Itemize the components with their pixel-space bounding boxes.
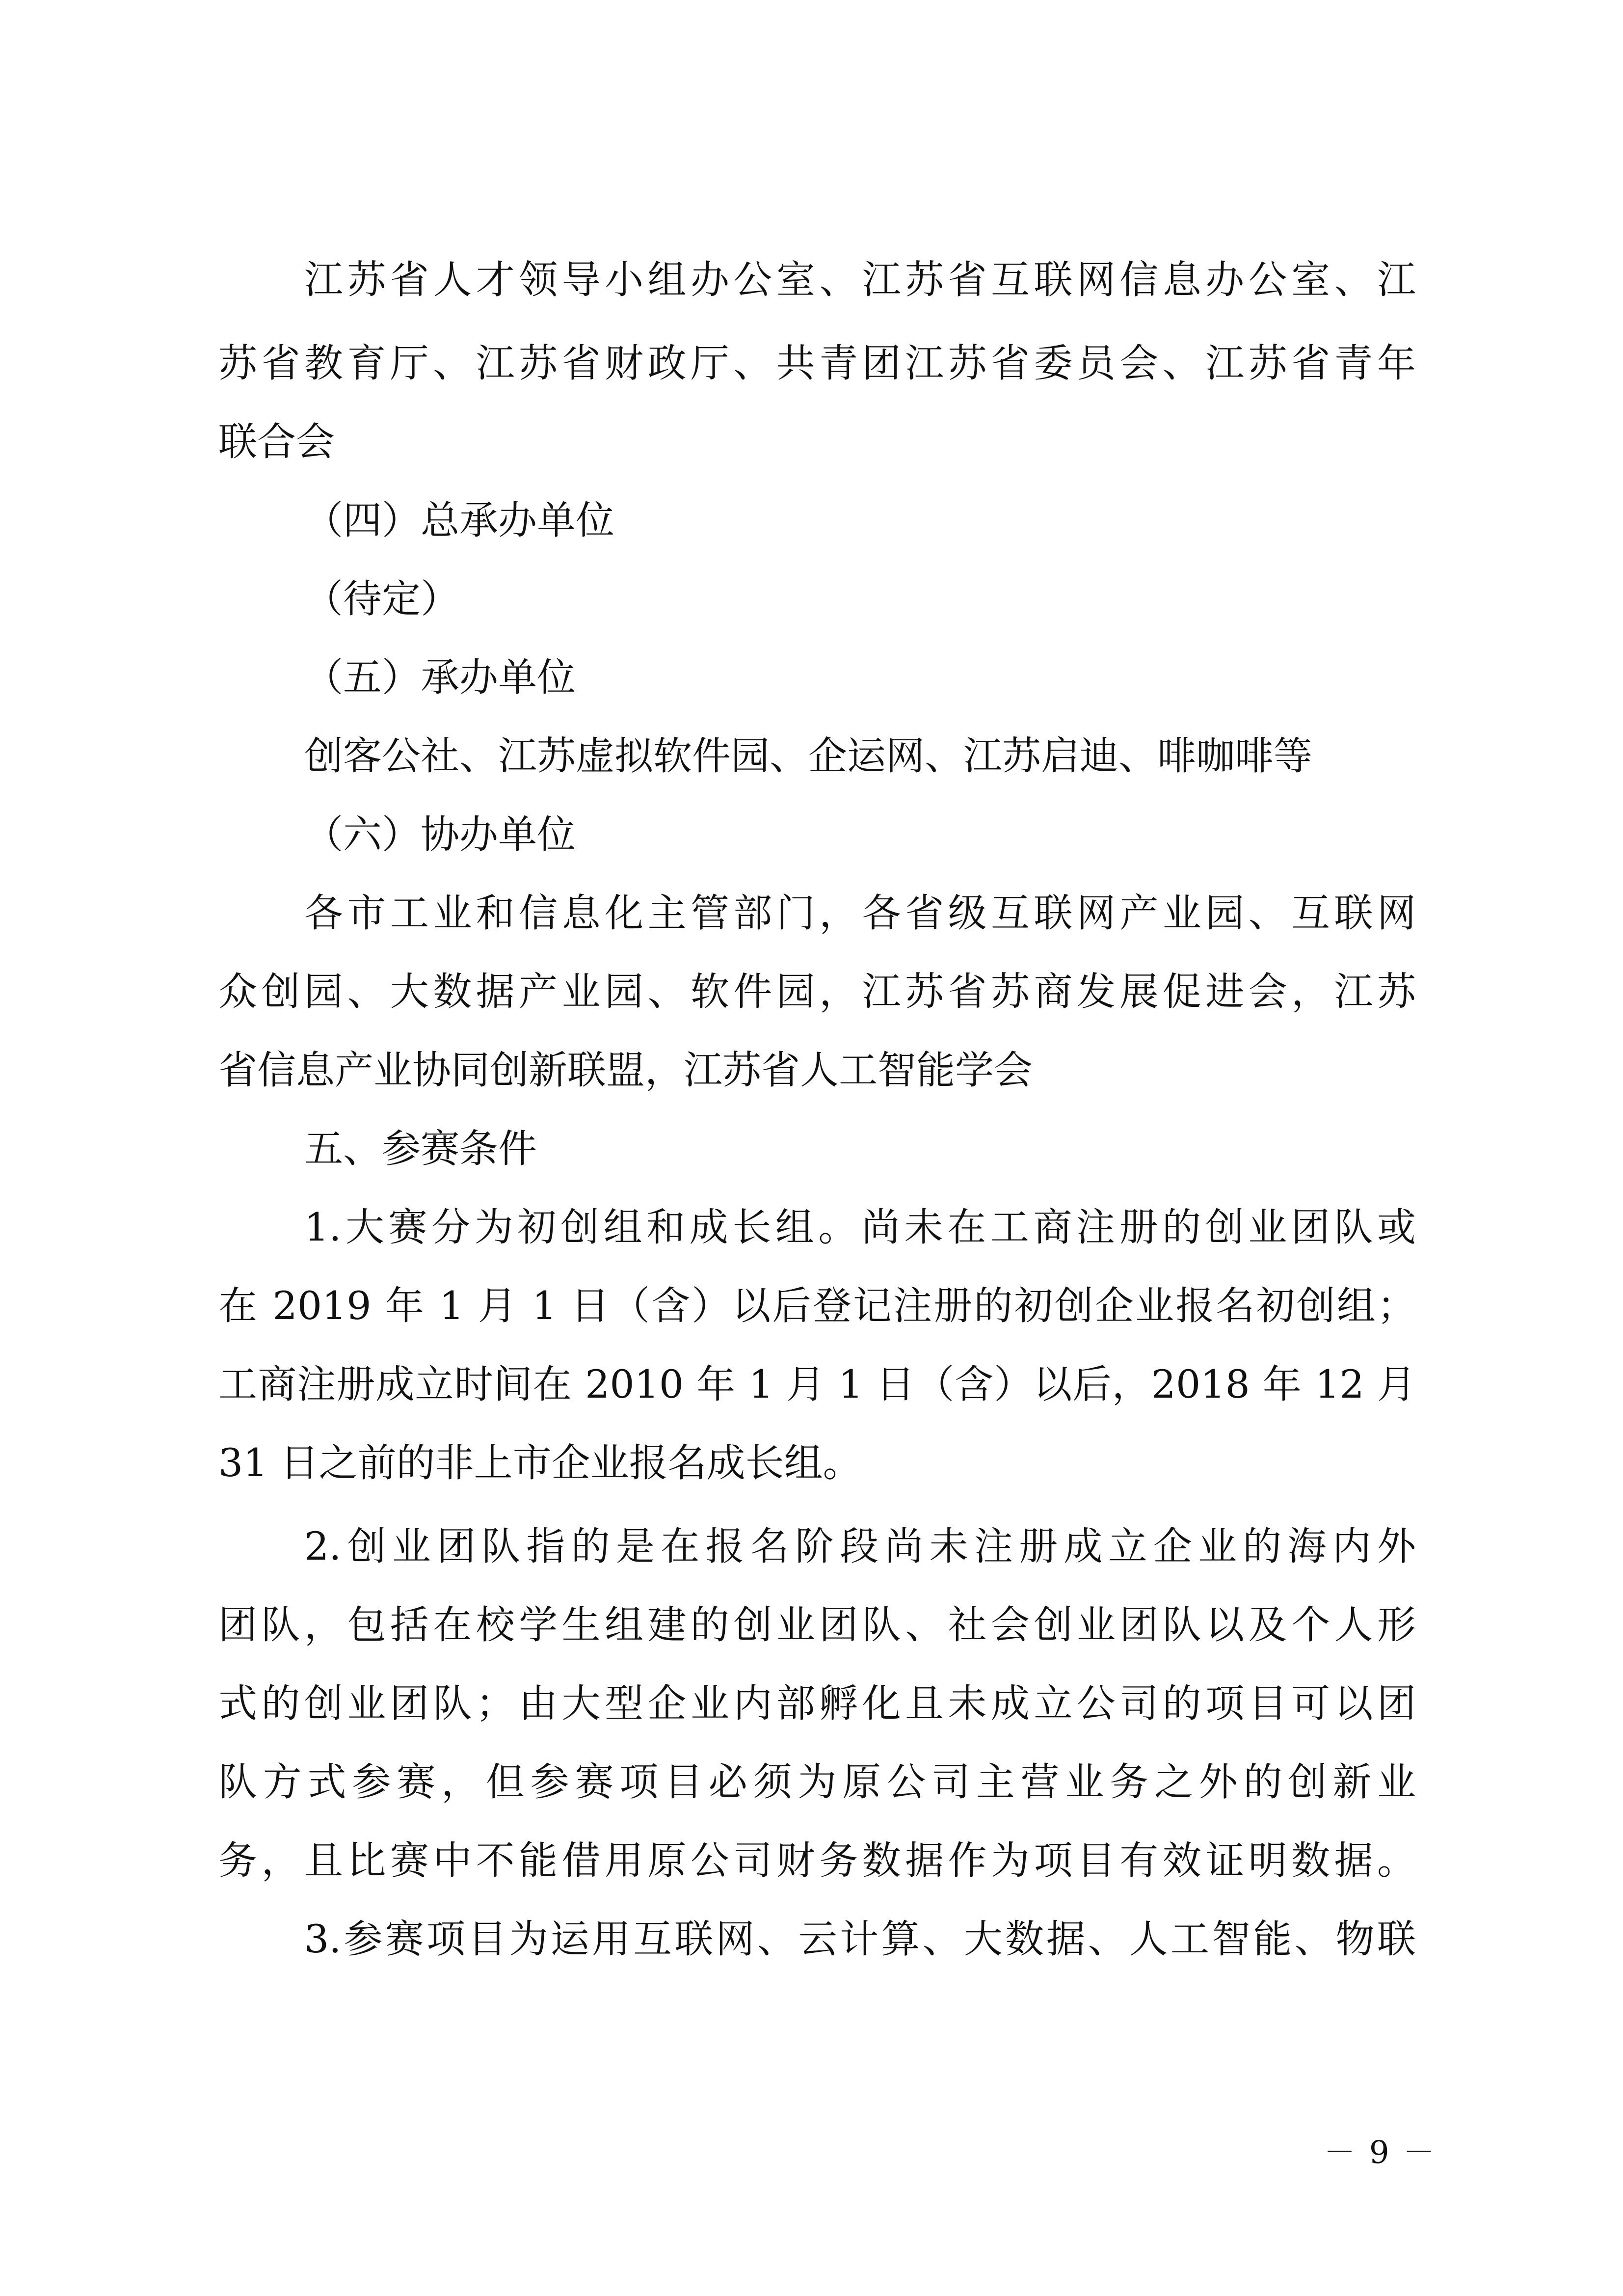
body-line: 众创园、大数据产业园、软件园，江苏省苏商发展促进会，江苏 bbox=[218, 969, 1416, 1014]
section-heading: （五）承办单位 bbox=[304, 655, 576, 700]
body-line: 式的创业团队；由大型企业内部孵化且未成立公司的项目可以团 bbox=[218, 1681, 1416, 1726]
body-line: 江苏省人才领导小组办公室、江苏省互联网信息办公室、江 bbox=[304, 257, 1416, 302]
body-line: 联合会 bbox=[218, 419, 335, 464]
body-line: 省信息产业协同创新联盟，江苏省人工智能学会 bbox=[218, 1048, 1033, 1093]
body-line: 2.创业团队指的是在报名阶段尚未注册成立企业的海内外 bbox=[304, 1524, 1416, 1569]
body-line: 3.参赛项目为运用互联网、云计算、大数据、人工智能、物联 bbox=[304, 1917, 1416, 1962]
body-line: 队方式参赛，但参赛项目必须为原公司主营业务之外的创新业 bbox=[218, 1759, 1416, 1805]
section-heading: 五、参赛条件 bbox=[304, 1126, 537, 1171]
body-line: 工商注册成立时间在 2010 年 1 月 1 日（含）以后，2018 年 12 月 bbox=[218, 1362, 1416, 1407]
body-line: 31 日之前的非上市企业报名成长组。 bbox=[218, 1440, 862, 1486]
body-line: 创客公社、江苏虚拟软件园、企运网、江苏启迪、啡咖啡等 bbox=[304, 733, 1312, 779]
body-line: （待定） bbox=[304, 576, 459, 621]
section-heading: （六）协办单位 bbox=[304, 812, 576, 857]
body-line: 1.大赛分为初创组和成长组。尚未在工商注册的创业团队或 bbox=[304, 1205, 1416, 1250]
page-number: － 9 － bbox=[1324, 2134, 1437, 2171]
body-line: 务，且比赛中不能借用原公司财务数据作为项目有效证明数据。 bbox=[218, 1838, 1416, 1883]
body-line: 在 2019 年 1 月 1 日（含）以后登记注册的初创企业报名初创组； bbox=[218, 1283, 1416, 1328]
body-line: 各市工业和信息化主管部门，各省级互联网产业园、互联网 bbox=[304, 891, 1416, 936]
body-line: 团队，包括在校学生组建的创业团队、社会创业团队以及个人形 bbox=[218, 1602, 1416, 1648]
section-heading: （四）总承办单位 bbox=[304, 498, 614, 543]
body-line: 苏省教育厅、江苏省财政厅、共青团江苏省委员会、江苏省青年 bbox=[218, 341, 1416, 386]
